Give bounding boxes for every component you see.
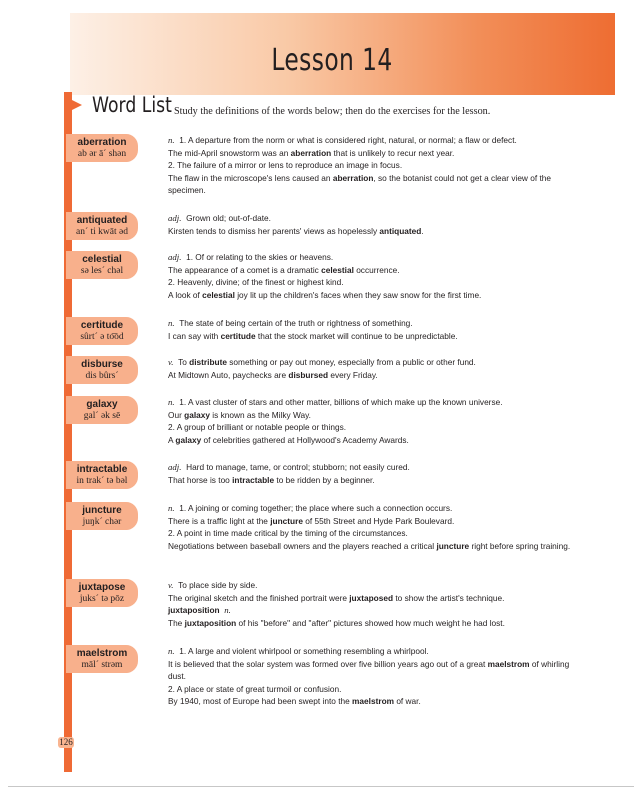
definition-text: 2. A point in time made critical by the timing of the circumstances. <box>168 528 408 539</box>
definition-text: of whirling dust. <box>168 658 570 682</box>
definition-text: that is unlikely to recur next year. <box>331 147 455 158</box>
definition-text: 2. A group of brilliant or notable people or things. <box>168 422 347 433</box>
word-tab <box>66 461 138 489</box>
definition-text: , so the botanist could not get a clear view of the specimen. <box>168 172 551 196</box>
page-number: 126 <box>59 737 73 747</box>
definition-line <box>168 330 588 343</box>
definition-text: By 1940, most of Europe had been swept into the <box>168 696 353 707</box>
definition-text: Kirsten tends to dismiss her parents' views as hopelessly <box>168 225 380 236</box>
definition-line <box>168 396 588 409</box>
part-of-speech: n. <box>168 397 175 407</box>
bottom-divider <box>8 786 634 787</box>
highlighted-word: celestial <box>321 264 354 275</box>
definition-text: is known as the Milky Way. <box>209 409 311 420</box>
part-of-speech: n. <box>224 605 231 616</box>
definition-text: It is believed that the solar system was formed over five billion years ago out of a great <box>168 658 488 669</box>
definition-text: There is a traffic light at the <box>168 515 271 526</box>
definition-text: The <box>168 617 185 628</box>
pronunciation: an´ ti kwāt əd <box>76 227 128 237</box>
vocab-word: aberration <box>77 137 127 148</box>
word-tab <box>66 502 138 530</box>
word-tab <box>66 212 138 240</box>
part-of-speech: n. <box>168 135 175 145</box>
definition-line <box>168 461 588 474</box>
highlighted-word: aberration <box>290 147 332 158</box>
definition-line <box>168 658 588 683</box>
definition-text: To place side by side. <box>178 580 258 590</box>
definition-line <box>168 159 588 172</box>
vocab-word: celestial <box>82 254 122 265</box>
pronunciation: juks´ tə pōz <box>79 594 125 604</box>
definition-text: occurrence. <box>353 264 400 275</box>
highlighted-word: juncture <box>436 540 470 551</box>
definition-text: At Midtown Auto, paychecks are <box>168 369 289 380</box>
highlighted-word: disbursed <box>288 369 329 380</box>
definition-text: The flaw in the microscope's lens caused an <box>168 172 333 183</box>
definition-text: Our <box>168 409 185 420</box>
definition-text: The appearance of a comet is a dramatic <box>168 264 322 275</box>
definition-text: Hard to manage, tame, or control; stubborn; not easily cured. <box>186 462 410 472</box>
highlighted-word: galaxy <box>184 409 210 420</box>
part-of-speech: adj. <box>168 462 182 472</box>
vocab-word: antiquated <box>76 215 128 226</box>
highlighted-word: galaxy <box>175 434 202 445</box>
word-list-instruction: Study the definitions of the words below; then do the exercises for the lesson. <box>174 106 491 117</box>
highlighted-word: intractable <box>232 474 275 485</box>
pronunciation: gal´ ək sē <box>83 411 121 421</box>
definition-text: The mid-April snowstorm was an <box>168 147 291 158</box>
part-of-speech: n. <box>168 503 175 513</box>
vocab-word: galaxy <box>86 399 118 410</box>
definition-line <box>168 527 588 540</box>
definition-line <box>168 356 588 369</box>
definition-block <box>168 317 588 342</box>
definition-line <box>168 251 588 264</box>
definition-text: of celebrities gathered at Hollywood's Academy Awards. <box>201 434 409 445</box>
highlighted-word: distribute <box>189 357 227 367</box>
definition-text: 2. The failure of a mirror or lens to reproduce an image in focus. <box>168 160 403 171</box>
definition-line <box>168 434 588 447</box>
vocab-word: maelstrom <box>76 648 128 659</box>
definition-line <box>168 421 588 434</box>
definition-text: That horse is too <box>168 474 233 485</box>
definition-line <box>168 409 588 422</box>
highlighted-word: maelstrom <box>487 658 530 669</box>
definition-line <box>168 225 588 238</box>
definition-line <box>168 695 588 708</box>
definition-line <box>168 579 588 592</box>
pronunciation: sûrt´ ə to͞od <box>80 332 124 342</box>
definition-line <box>168 645 588 658</box>
definition-text: of his "before" and "after" pictures showed how much weight he had lost. <box>236 617 505 628</box>
definition-line <box>168 515 588 528</box>
highlighted-word: aberration <box>332 172 374 183</box>
definition-block <box>168 396 588 446</box>
vocab-word: juncture <box>82 505 122 516</box>
definition-line <box>168 147 588 160</box>
definition-block <box>168 645 588 708</box>
part-of-speech: n. <box>168 318 175 328</box>
definition-text: 2. Heavenly, divine; of the finest or highest kind. <box>168 277 344 288</box>
definition-text: Grown old; out-of-date. <box>186 213 271 223</box>
pronunciation: ab ər ā´ shən <box>77 149 127 159</box>
part-of-speech: v. <box>168 357 174 367</box>
part-of-speech: n. <box>168 646 175 656</box>
highlighted-word: antiquated <box>379 225 422 236</box>
highlighted-word: juxtaposition <box>168 605 220 616</box>
vocab-word: intractable <box>76 464 128 475</box>
vocab-word: certitude <box>80 320 124 331</box>
definition-text: A look of <box>168 289 203 300</box>
definition-block <box>168 461 588 486</box>
definition-line <box>168 369 588 382</box>
pronunciation: juŋk´ chər <box>82 517 122 527</box>
definition-text: . <box>421 225 424 236</box>
definition-text: every Friday. <box>328 369 378 380</box>
definition-block <box>168 356 588 381</box>
definition-line <box>168 317 588 330</box>
definition-line <box>168 212 588 225</box>
definition-block <box>168 251 588 301</box>
definition-line <box>168 540 588 553</box>
arrow-marker-icon <box>64 96 82 114</box>
definition-text: 1. A large and violent whirlpool or something resembling a whirlpool. <box>179 646 429 656</box>
highlighted-word: juxtaposition <box>184 617 237 628</box>
definition-text: Negotiations between baseball owners and the players reached a critical <box>168 540 437 551</box>
word-tab <box>66 579 138 607</box>
highlighted-word: celestial <box>202 289 235 300</box>
pronunciation: sə les´ chəl <box>80 266 124 276</box>
highlighted-word: juncture <box>270 515 303 526</box>
word-tab <box>66 645 138 673</box>
definition-text: 1. A departure from the norm or what is considered right, natural, or normal; a flaw or defect. <box>179 135 517 145</box>
definition-line <box>168 502 588 515</box>
definition-block <box>168 134 588 197</box>
word-tab <box>66 251 138 279</box>
definition-text: joy lit up the children's faces when they saw snow for the first time. <box>234 289 482 300</box>
definition-line <box>168 134 588 147</box>
definition-text: 1. Of or relating to the skies or heavens. <box>186 252 334 262</box>
definition-text: To <box>178 357 190 367</box>
definition-text: The original sketch and the finished portrait were <box>168 592 350 603</box>
definition-text: A <box>168 434 176 445</box>
definition-text: of 55th Street and Hyde Park Boulevard. <box>302 515 455 526</box>
definition-line <box>168 276 588 289</box>
word-tab <box>66 134 138 162</box>
definition-text: to show the artist's technique. <box>393 592 505 603</box>
vocab-word: disburse <box>81 359 123 370</box>
definition-text: 2. A place or state of great turmoil or confusion. <box>168 683 342 694</box>
definition-line <box>168 289 588 302</box>
highlighted-word: juxtaposed <box>349 592 394 603</box>
pronunciation: dis bûrs´ <box>85 371 119 381</box>
vocab-word: juxtapose <box>78 582 126 593</box>
highlighted-word: maelstrom <box>352 696 395 707</box>
definition-line <box>168 592 588 605</box>
definition-text: The state of being certain of the truth or rightness of something. <box>179 318 413 328</box>
definition-line <box>168 264 588 277</box>
definition-text: 1. A joining or coming together; the place where such a connection occurs. <box>179 503 453 513</box>
definition-line <box>168 172 588 197</box>
pronunciation: māl´ strəm <box>81 660 123 670</box>
word-tab <box>66 317 138 345</box>
definition-line <box>168 617 588 630</box>
pronunciation: in trak´ tə bəl <box>76 476 128 486</box>
definition-text: right before spring training. <box>469 540 571 551</box>
part-of-speech: adj. <box>168 213 182 223</box>
definition-line <box>168 474 588 487</box>
definition-text: of war. <box>394 696 421 707</box>
word-list-title: Word List <box>92 93 172 117</box>
definition-text: I can say with <box>168 330 221 341</box>
definition-block <box>168 212 588 237</box>
definition-text: 1. A vast cluster of stars and other matter, billions of which make up the known universe. <box>179 397 503 407</box>
definition-line <box>168 604 588 617</box>
word-tab <box>66 396 138 424</box>
definition-text: that the stock market will continue to be unpredictable. <box>255 330 458 341</box>
lesson-title: Lesson 14 <box>271 43 393 78</box>
definition-text: something or pay out money, especially from a public or other fund. <box>226 357 476 367</box>
definition-block <box>168 502 588 552</box>
definition-block <box>168 579 588 629</box>
definition-text: to be ridden by a beginner. <box>274 474 375 485</box>
definition-line <box>168 683 588 696</box>
word-tab <box>66 356 138 384</box>
part-of-speech: adj. <box>168 252 182 262</box>
part-of-speech: v. <box>168 580 174 590</box>
highlighted-word: certitude <box>220 330 256 341</box>
